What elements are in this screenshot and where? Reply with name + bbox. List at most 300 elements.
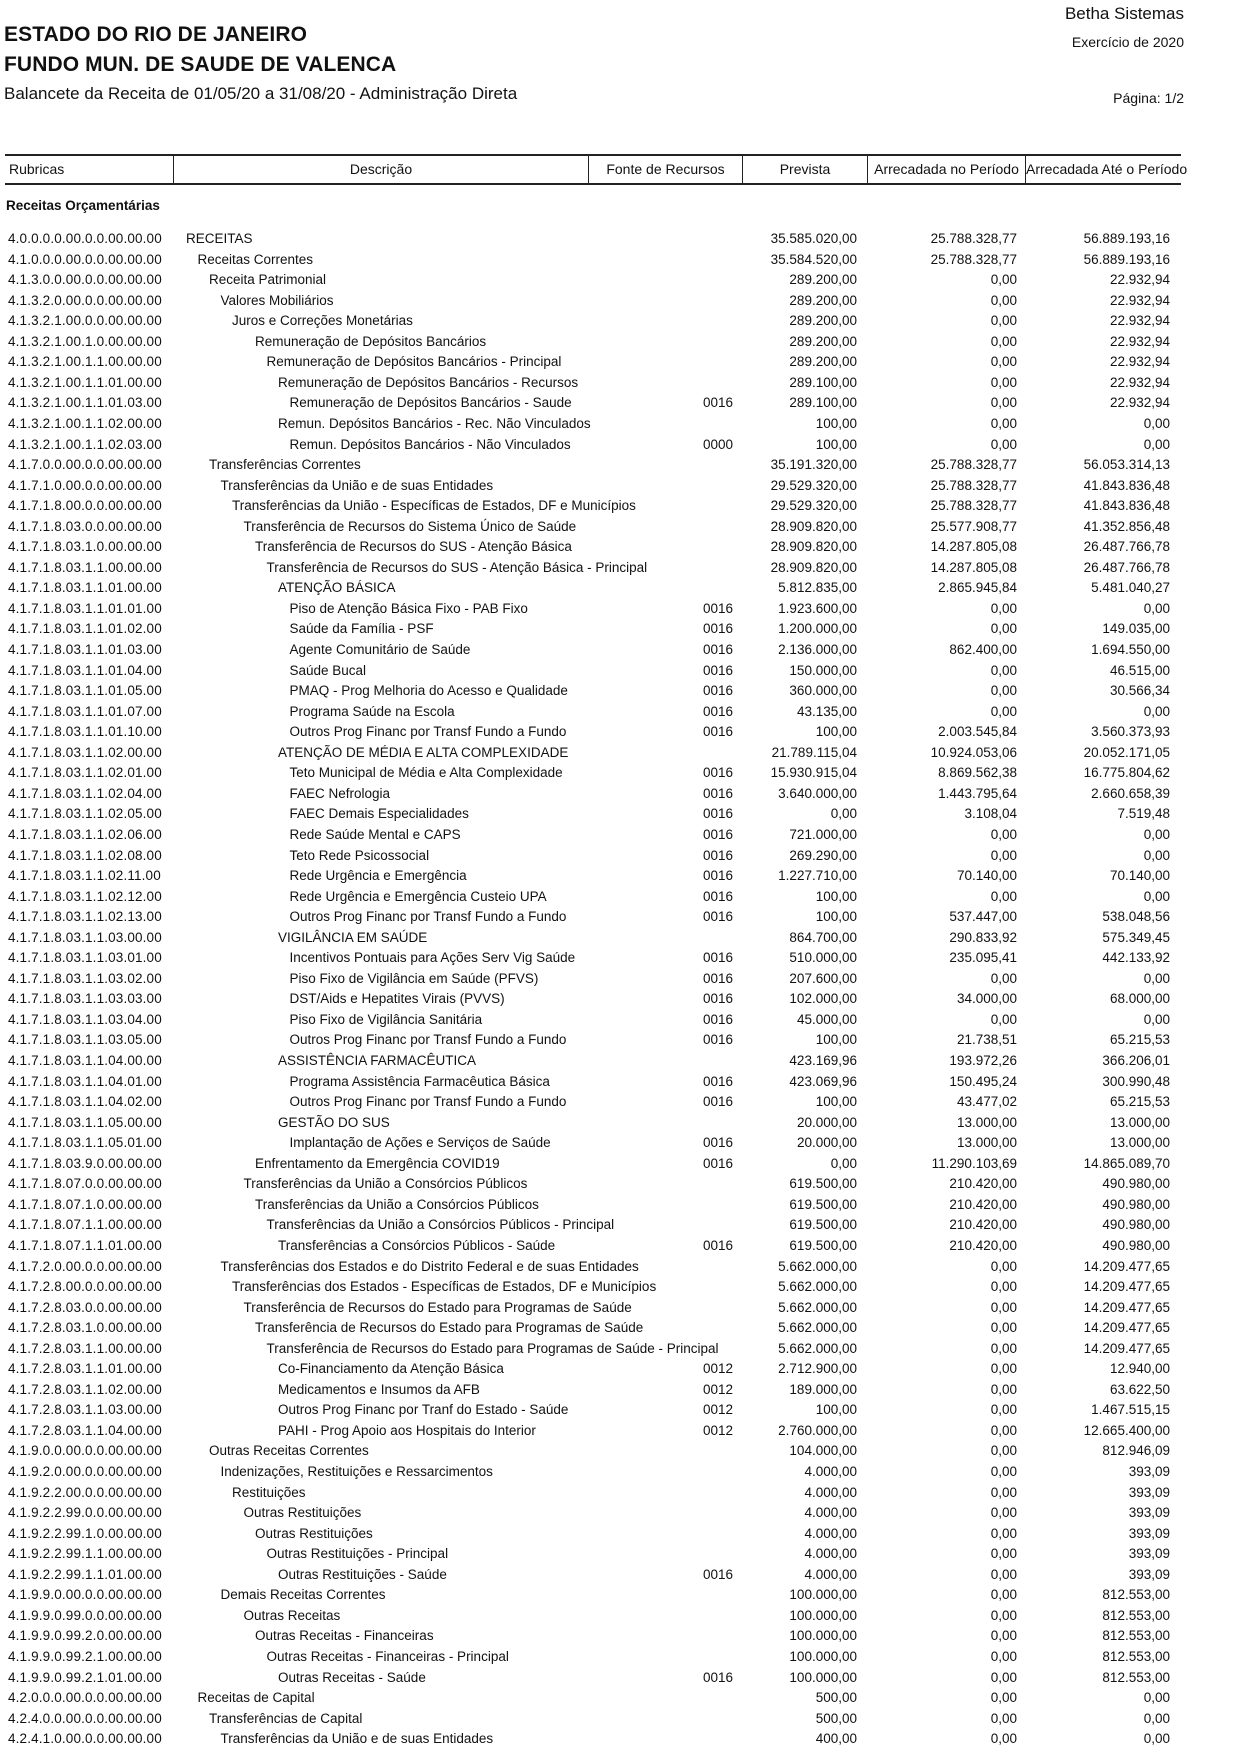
arrecadada-ate-cell: 366.206,01: [1102, 1053, 1170, 1068]
descricao-cell: Transferências dos Estados - Específicas de Estados, DF e Municípios: [232, 1279, 657, 1295]
arrecadada-ate-cell: 2.660.658,39: [1091, 785, 1170, 801]
descricao-cell: Outras Restituições - Saúde: [278, 1566, 447, 1582]
arrecadada-ate-cell: 0,00: [1143, 847, 1170, 863]
arrecadada-ate-cell: 46.515,00: [1109, 662, 1170, 678]
prevista-cell: 150.000,00: [789, 662, 857, 678]
table-row: [0, 291, 1240, 311]
arrecadada-periodo-cell: 0,00: [990, 1731, 1017, 1747]
prevista-cell: 721.000,00: [789, 826, 857, 842]
arrecadada-periodo-cell: 0,00: [990, 826, 1017, 842]
arrecadada-ate-cell: 0,00: [1143, 1710, 1170, 1726]
table-row: [0, 907, 1240, 927]
descricao-cell: Transferências a Consórcios Públicos - Saúde: [278, 1237, 556, 1253]
rubrica-cell: 4.1.3.2.1.00.1.1.01.00.00: [8, 374, 162, 390]
table-row: [0, 1729, 1240, 1749]
prevista-cell: 104.000,00: [789, 1443, 857, 1459]
arrecadada-ate-cell: 30.566,34: [1109, 683, 1170, 699]
prevista-cell: 100,00: [815, 415, 857, 431]
prevista-cell: 2.136.000,00: [778, 642, 857, 657]
prevista-cell: 15.930.915,04: [770, 765, 857, 781]
arrecadada-periodo-cell: 0,00: [990, 600, 1017, 616]
table-row: [0, 1133, 1240, 1153]
arrecadada-periodo-cell: 0,00: [990, 1587, 1017, 1603]
table-row: [0, 599, 1240, 619]
descricao-cell: Saúde Bucal: [289, 662, 367, 678]
rubrica-cell: 4.1.9.2.2.00.0.0.00.00.00: [8, 1484, 162, 1500]
rubrica-cell: 4.1.7.2.8.03.1.1.00.00.00: [8, 1340, 162, 1356]
descricao-cell: Incentivos Pontuais para Ações Serv Vig Saúde: [289, 950, 576, 966]
prevista-cell: 5.662.000,00: [778, 1340, 857, 1356]
fonte-cell: 0016: [702, 1566, 733, 1582]
rubrica-cell: 4.1.7.1.8.03.1.1.05.00.00: [8, 1114, 162, 1130]
descricao-cell: Outras Receitas - Financeiras: [255, 1628, 434, 1644]
descricao-cell: Medicamentos e Insumos da AFB: [278, 1381, 480, 1397]
table-row: [0, 1524, 1240, 1544]
fonte-cell: 0016: [702, 1135, 733, 1151]
fonte-cell: 0012: [702, 1361, 733, 1377]
arrecadada-ate-cell: 0,00: [1143, 826, 1170, 842]
arrecadada-periodo-cell: 862.400,00: [949, 642, 1017, 657]
arrecadada-ate-cell: 0,00: [1143, 436, 1170, 452]
arrecadada-periodo-cell: 21.738,51: [956, 1032, 1017, 1048]
arrecadada-ate-cell: 490.980,00: [1102, 1196, 1170, 1212]
rubrica-cell: 4.1.7.1.8.03.1.1.01.01.00: [8, 600, 162, 616]
fiscal-year: Exercício de 2020: [1071, 34, 1184, 50]
table-row: [0, 1400, 1240, 1420]
prevista-cell: 100.000,00: [789, 1669, 857, 1685]
rubrica-cell: 4.1.7.1.8.03.1.1.02.05.00: [8, 806, 162, 822]
prevista-cell: 5.662.000,00: [778, 1320, 857, 1336]
rubrica-cell: 4.1.7.1.8.03.1.1.04.01.00: [8, 1073, 162, 1089]
prevista-cell: 619.500,00: [789, 1176, 857, 1192]
arrecadada-periodo-cell: 14.287.805,08: [930, 539, 1017, 555]
descricao-cell: DST/Aids e Hepatites Virais (PVVS): [289, 991, 505, 1007]
table-row: [0, 578, 1240, 598]
arrecadada-periodo-cell: 25.788.328,77: [930, 477, 1017, 493]
prevista-cell: 29.529.320,00: [770, 498, 857, 514]
arrecadada-ate-cell: 20.052.171,05: [1083, 744, 1170, 760]
fonte-cell: 0016: [702, 806, 733, 822]
fonte-cell: 0016: [702, 765, 733, 781]
arrecadada-periodo-cell: 0,00: [990, 374, 1017, 390]
descricao-cell: Transferência de Recursos do Estado para Programas de Saúde - Principal: [266, 1340, 719, 1356]
prevista-cell: 360.000,00: [789, 683, 857, 699]
fonte-cell: 0016: [702, 1073, 733, 1089]
table-row: [0, 1647, 1240, 1667]
fonte-cell: 0012: [702, 1422, 733, 1438]
rubrica-cell: 4.1.9.9.0.99.0.0.00.00.00: [8, 1607, 162, 1623]
fonte-cell: 0016: [702, 703, 733, 719]
table-row: [0, 1668, 1240, 1688]
descricao-cell: Transferências da União a Consórcios Públicos - Principal: [266, 1217, 615, 1233]
arrecadada-ate-cell: 393,09: [1128, 1566, 1170, 1582]
arrecadada-periodo-cell: 210.420,00: [949, 1196, 1017, 1212]
prevista-cell: 4.000,00: [804, 1464, 857, 1479]
prevista-cell: 100,00: [815, 1032, 857, 1048]
arrecadada-ate-cell: 13.000,00: [1109, 1135, 1170, 1151]
fonte-cell: 0016: [702, 1011, 733, 1027]
arrecadada-ate-cell: 0,00: [1143, 1011, 1170, 1027]
fonte-cell: 0016: [702, 642, 733, 657]
table-row: [0, 1421, 1240, 1441]
arrecadada-periodo-cell: 0,00: [990, 415, 1017, 431]
rubrica-cell: 4.1.7.2.8.03.1.1.03.00.00: [8, 1402, 162, 1418]
arrecadada-ate-cell: 812.553,00: [1102, 1669, 1170, 1685]
prevista-cell: 189.000,00: [789, 1381, 857, 1397]
arrecadada-periodo-cell: 0,00: [990, 1299, 1017, 1315]
prevista-cell: 5.662.000,00: [778, 1279, 857, 1295]
table-row: [0, 1072, 1240, 1092]
descricao-cell: Transferências de Capital: [209, 1710, 363, 1726]
descricao-cell: Transferências da União a Consórcios Públicos: [243, 1176, 528, 1192]
descricao-cell: Remuneração de Depósitos Bancários - Saude: [289, 395, 572, 411]
descricao-cell: Demais Receitas Correntes: [220, 1587, 386, 1603]
arrecadada-ate-cell: 68.000,00: [1109, 991, 1170, 1007]
arrecadada-periodo-cell: 0,00: [990, 272, 1017, 288]
prevista-cell: 100,00: [815, 724, 857, 740]
prevista-cell: 20.000,00: [796, 1135, 857, 1151]
report-subtitle: Balancete da Receita de 01/05/20 a 31/08/20 - Administração Direta: [4, 84, 518, 103]
arrecadada-periodo-cell: 8.869.562,38: [938, 765, 1017, 781]
descricao-cell: Outros Prog Financ por Transf Fundo a Fundo: [289, 909, 567, 925]
descricao-cell: Receitas Correntes: [197, 251, 314, 267]
table-row: [0, 1215, 1240, 1235]
prevista-cell: 29.529.320,00: [770, 477, 857, 493]
rubrica-cell: 4.1.7.1.8.03.1.1.00.00.00: [8, 559, 162, 575]
descricao-cell: Outros Prog Financ por Transf Fundo a Fundo: [289, 1094, 567, 1110]
arrecadada-ate-cell: 14.209.477,65: [1083, 1279, 1170, 1295]
prevista-cell: 2.712.900,00: [778, 1361, 857, 1377]
rubrica-cell: 4.1.9.0.0.00.0.0.00.00.00: [8, 1443, 162, 1459]
arrecadada-ate-cell: 22.932,94: [1109, 313, 1170, 329]
fonte-cell: 0016: [702, 600, 733, 616]
prevista-cell: 20.000,00: [796, 1114, 857, 1130]
prevista-cell: 500,00: [815, 1710, 857, 1726]
prevista-cell: 1.200.000,00: [778, 621, 857, 637]
prevista-cell: 500,00: [815, 1690, 857, 1706]
table-row: [0, 1626, 1240, 1646]
prevista-cell: 21.789.115,04: [771, 744, 857, 760]
prevista-cell: 289.200,00: [789, 333, 857, 349]
prevista-cell: 35.191.320,00: [770, 457, 857, 473]
fonte-cell: 0016: [702, 683, 733, 699]
descricao-cell: Transferência de Recursos do SUS - Atenção Básica - Principal: [266, 559, 648, 575]
table-row: [0, 1339, 1240, 1359]
arrecadada-ate-cell: 22.932,94: [1109, 354, 1170, 370]
descricao-cell: Remuneração de Depósitos Bancários: [255, 333, 487, 349]
prevista-cell: 289.200,00: [789, 292, 857, 308]
descricao-cell: Outras Receitas - Financeiras - Principal: [266, 1648, 509, 1664]
arrecadada-periodo-cell: 0,00: [990, 1566, 1017, 1582]
descricao-cell: Piso Fixo de Vigilância em Saúde (PFVS): [289, 970, 539, 986]
descricao-cell: Saúde da Família - PSF: [289, 621, 434, 637]
prevista-cell: 289.200,00: [789, 272, 857, 288]
table-row: [0, 640, 1240, 660]
fonte-cell: 0016: [702, 826, 733, 842]
rubrica-cell: 4.1.7.1.8.07.1.1.00.00.00: [8, 1217, 162, 1233]
arrecadada-ate-cell: 0,00: [1143, 600, 1170, 616]
arrecadada-ate-cell: 14.209.477,65: [1083, 1340, 1170, 1356]
descricao-cell: Receitas de Capital: [197, 1690, 315, 1706]
arrecadada-periodo-cell: 0,00: [990, 1258, 1017, 1274]
arrecadada-ate-cell: 393,09: [1128, 1505, 1170, 1521]
descricao-cell: Outras Receitas Correntes: [209, 1443, 369, 1459]
arrecadada-ate-cell: 490.980,00: [1102, 1217, 1170, 1233]
arrecadada-ate-cell: 812.553,00: [1102, 1628, 1170, 1644]
prevista-cell: 100,00: [815, 436, 857, 452]
arrecadada-periodo-cell: 0,00: [990, 1279, 1017, 1295]
descricao-cell: Implantação de Ações e Serviços de Saúde: [289, 1135, 551, 1151]
table-row: [0, 1030, 1240, 1050]
table-row: [0, 804, 1240, 824]
arrecadada-periodo-cell: 210.420,00: [949, 1237, 1017, 1253]
column-header-rubricas: Rubricas: [9, 161, 65, 177]
descricao-cell: Outras Receitas - Saúde: [278, 1669, 426, 1685]
rubrica-cell: 4.1.7.1.8.03.1.1.04.00.00: [8, 1053, 162, 1068]
arrecadada-ate-cell: 13.000,00: [1109, 1114, 1170, 1130]
table-row: [0, 928, 1240, 948]
prevista-cell: 28.909.820,00: [770, 559, 857, 575]
arrecadada-periodo-cell: 34.000,00: [956, 991, 1017, 1007]
arrecadada-periodo-cell: 0,00: [990, 1361, 1017, 1377]
arrecadada-ate-cell: 812.553,00: [1102, 1587, 1170, 1603]
descricao-cell: Remuneração de Depósitos Bancários - Recursos: [278, 374, 579, 390]
table-row: [0, 722, 1240, 742]
table-row: [0, 825, 1240, 845]
table-row: [0, 969, 1240, 989]
arrecadada-ate-cell: 65.215,53: [1109, 1094, 1170, 1110]
prevista-cell: 45.000,00: [796, 1011, 857, 1027]
arrecadada-periodo-cell: 1.443.795,64: [938, 785, 1017, 801]
column-header-fonte: Fonte de Recursos: [588, 156, 742, 183]
prevista-cell: 423.169,96: [789, 1053, 857, 1068]
table-row: [0, 229, 1240, 249]
prevista-cell: 3.640.000,00: [778, 785, 857, 801]
arrecadada-periodo-cell: 0,00: [990, 1669, 1017, 1685]
table-row: [0, 496, 1240, 516]
descricao-cell: ASSISTÊNCIA FARMACÊUTICA: [278, 1053, 477, 1068]
rubrica-cell: 4.1.7.2.8.03.1.1.02.00.00: [8, 1381, 162, 1397]
table-row: [0, 1010, 1240, 1030]
fonte-cell: 0016: [702, 1094, 733, 1110]
entity-title: FUNDO MUN. DE SAUDE DE VALENCA: [4, 53, 397, 76]
column-header-arrecadada-periodo: Arrecadada no Período: [867, 156, 1025, 183]
descricao-cell: Teto Rede Psicossocial: [289, 847, 430, 863]
table-row: [0, 517, 1240, 537]
prevista-cell: 4.000,00: [804, 1546, 857, 1562]
arrecadada-ate-cell: 26.487.766,78: [1083, 559, 1170, 575]
arrecadada-ate-cell: 0,00: [1143, 1731, 1170, 1747]
arrecadada-periodo-cell: 0,00: [990, 1546, 1017, 1562]
fonte-cell: 0016: [702, 662, 733, 678]
fonte-cell: 0016: [702, 1237, 733, 1253]
prevista-cell: 28.909.820,00: [770, 539, 857, 555]
rubrica-cell: 4.1.7.1.8.03.1.1.01.03.00: [8, 642, 162, 657]
rubrica-cell: 4.1.7.1.8.03.1.1.03.02.00: [8, 970, 162, 986]
arrecadada-ate-cell: 14.209.477,65: [1083, 1299, 1170, 1315]
arrecadada-ate-cell: 7.519,48: [1117, 806, 1170, 822]
prevista-cell: 100.000,00: [789, 1587, 857, 1603]
rubrica-cell: 4.1.7.1.8.07.1.1.01.00.00: [8, 1237, 162, 1253]
arrecadada-periodo-cell: 25.788.328,77: [930, 251, 1017, 267]
arrecadada-ate-cell: 0,00: [1143, 415, 1170, 431]
table-row: [0, 352, 1240, 372]
table-row: [0, 270, 1240, 290]
arrecadada-periodo-cell: 25.788.328,77: [930, 498, 1017, 514]
prevista-cell: 289.200,00: [789, 354, 857, 370]
rubrica-cell: 4.1.7.1.8.03.1.1.01.10.00: [8, 724, 162, 740]
prevista-cell: 400,00: [815, 1731, 857, 1747]
arrecadada-ate-cell: 1.694.550,00: [1091, 642, 1170, 657]
prevista-cell: 619.500,00: [789, 1237, 857, 1253]
arrecadada-periodo-cell: 0,00: [990, 1607, 1017, 1623]
arrecadada-periodo-cell: 70.140,00: [956, 868, 1017, 884]
arrecadada-periodo-cell: 0,00: [990, 888, 1017, 904]
arrecadada-periodo-cell: 0,00: [990, 395, 1017, 411]
rubrica-cell: 4.1.9.2.2.99.1.1.00.00.00: [8, 1546, 162, 1562]
rubrica-cell: 4.1.9.9.0.99.2.1.00.00.00: [8, 1648, 162, 1664]
arrecadada-periodo-cell: 0,00: [990, 703, 1017, 719]
arrecadada-ate-cell: 22.932,94: [1109, 374, 1170, 390]
rubrica-cell: 4.1.7.1.8.03.1.1.03.05.00: [8, 1032, 162, 1048]
rubrica-cell: 4.1.7.1.8.03.1.1.02.06.00: [8, 826, 162, 842]
prevista-cell: 4.000,00: [804, 1505, 857, 1521]
table-row: [0, 989, 1240, 1009]
arrecadada-ate-cell: 575.349,45: [1102, 929, 1170, 945]
arrecadada-periodo-cell: 0,00: [990, 1340, 1017, 1356]
arrecadada-ate-cell: 56.889.193,16: [1083, 251, 1170, 267]
descricao-cell: RECEITAS: [186, 231, 253, 246]
rubrica-cell: 4.1.7.1.8.03.1.1.01.05.00: [8, 683, 162, 699]
prevista-cell: 100,00: [815, 1094, 857, 1110]
descricao-cell: Outros Prog Financ por Transf Fundo a Fundo: [289, 724, 567, 740]
arrecadada-periodo-cell: 0,00: [990, 1422, 1017, 1438]
prevista-cell: 102.000,00: [789, 991, 857, 1007]
rubrica-cell: 4.1.3.2.1.00.0.0.00.00.00: [8, 313, 162, 329]
prevista-cell: 289.100,00: [789, 395, 857, 411]
arrecadada-periodo-cell: 0,00: [990, 1505, 1017, 1521]
arrecadada-ate-cell: 1.467.515,15: [1091, 1402, 1170, 1418]
arrecadada-ate-cell: 22.932,94: [1109, 395, 1170, 411]
state-title: ESTADO DO RIO DE JANEIRO: [4, 23, 308, 46]
arrecadada-periodo-cell: 0,00: [990, 1525, 1017, 1541]
descricao-cell: Transferências Correntes: [209, 457, 361, 473]
arrecadada-periodo-cell: 0,00: [990, 1628, 1017, 1644]
fonte-cell: 0016: [702, 888, 733, 904]
fonte-cell: 0016: [702, 868, 733, 884]
fonte-cell: 0016: [702, 724, 733, 740]
arrecadada-periodo-cell: 0,00: [990, 1011, 1017, 1027]
arrecadada-ate-cell: 812.553,00: [1102, 1648, 1170, 1664]
arrecadada-periodo-cell: 25.788.328,77: [930, 457, 1017, 473]
descricao-cell: Transferência de Recursos do Estado para Programas de Saúde: [243, 1299, 632, 1315]
descricao-cell: ATENÇÃO BÁSICA: [278, 580, 396, 596]
rubrica-cell: 4.1.7.1.8.03.1.1.01.04.00: [8, 662, 162, 678]
arrecadada-periodo-cell: 3.108,04: [964, 806, 1017, 822]
table-row: [0, 455, 1240, 475]
table-row: [0, 1257, 1240, 1277]
prevista-cell: 619.500,00: [789, 1196, 857, 1212]
prevista-cell: 5.662.000,00: [778, 1299, 857, 1315]
descricao-cell: Receita Patrimonial: [209, 272, 327, 288]
rubrica-cell: 4.0.0.0.0.00.0.0.00.00.00: [8, 231, 162, 246]
rubrica-cell: 4.1.7.1.0.00.0.0.00.00.00: [8, 477, 162, 493]
table-row: [0, 1462, 1240, 1482]
table-row: [0, 1113, 1240, 1133]
table-row: [0, 743, 1240, 763]
rubrica-cell: 4.1.9.2.2.99.1.0.00.00.00: [8, 1525, 162, 1541]
descricao-cell: Transferências da União e de suas Entidades: [220, 477, 494, 493]
arrecadada-ate-cell: 14.865.089,70: [1083, 1155, 1170, 1171]
rubrica-cell: 4.1.7.2.8.03.0.0.00.00.00: [8, 1299, 162, 1315]
descricao-cell: Transferências da União e de suas Entidades: [220, 1731, 494, 1747]
table-row: [0, 332, 1240, 352]
arrecadada-ate-cell: 56.889.193,16: [1083, 231, 1170, 246]
prevista-cell: 0,00: [830, 806, 857, 822]
arrecadada-periodo-cell: 0,00: [990, 1381, 1017, 1397]
table-row: [0, 373, 1240, 393]
table-row: [0, 1688, 1240, 1708]
arrecadada-ate-cell: 0,00: [1143, 888, 1170, 904]
arrecadada-ate-cell: 70.140,00: [1109, 868, 1170, 884]
prevista-cell: 4.000,00: [804, 1566, 857, 1582]
arrecadada-periodo-cell: 0,00: [990, 1320, 1017, 1336]
arrecadada-ate-cell: 41.843.836,48: [1083, 498, 1170, 514]
descricao-cell: Outros Prog Financ por Transf Fundo a Fundo: [289, 1032, 567, 1048]
rubrica-cell: 4.1.7.1.8.03.1.1.03.00.00: [8, 929, 162, 945]
rubrica-cell: 4.1.7.1.8.03.0.0.00.00.00: [8, 518, 162, 534]
descricao-cell: Piso Fixo de Vigilância Sanitária: [289, 1011, 483, 1027]
descricao-cell: Piso de Atenção Básica Fixo - PAB Fixo: [289, 600, 528, 616]
table-row: [0, 1441, 1240, 1461]
arrecadada-ate-cell: 0,00: [1143, 970, 1170, 986]
arrecadada-periodo-cell: 0,00: [990, 292, 1017, 308]
arrecadada-periodo-cell: 13.000,00: [956, 1114, 1017, 1130]
rubrica-cell: 4.1.0.0.0.00.0.0.00.00.00: [8, 251, 162, 267]
company-name: Betha Sistemas: [1064, 4, 1184, 23]
descricao-cell: Outros Prog Financ por Tranf do Estado - Saúde: [278, 1402, 569, 1418]
arrecadada-periodo-cell: 0,00: [990, 436, 1017, 452]
descricao-cell: Teto Municipal de Média e Alta Complexidade: [289, 765, 563, 781]
table-row: [0, 681, 1240, 701]
table-row: [0, 1585, 1240, 1605]
fonte-cell: 0016: [702, 950, 733, 966]
arrecadada-periodo-cell: 0,00: [990, 354, 1017, 370]
arrecadada-periodo-cell: 0,00: [990, 1710, 1017, 1726]
rubrica-cell: 4.1.3.2.1.00.1.0.00.00.00: [8, 333, 162, 349]
descricao-cell: Outras Restituições: [255, 1525, 373, 1541]
fonte-cell: 0016: [702, 785, 733, 801]
arrecadada-ate-cell: 300.990,48: [1102, 1073, 1170, 1089]
arrecadada-periodo-cell: 210.420,00: [949, 1176, 1017, 1192]
descricao-cell: Remuneração de Depósitos Bancários - Principal: [266, 354, 562, 370]
arrecadada-periodo-cell: 150.495,24: [949, 1073, 1017, 1089]
arrecadada-ate-cell: 538.048,56: [1102, 909, 1170, 925]
descricao-cell: Restituições: [232, 1484, 306, 1500]
arrecadada-periodo-cell: 0,00: [990, 847, 1017, 863]
table-row: [0, 1709, 1240, 1729]
table-row: [0, 414, 1240, 434]
arrecadada-periodo-cell: 0,00: [990, 1443, 1017, 1459]
fonte-cell: 0016: [702, 1669, 733, 1685]
descricao-cell: Juros e Correções Monetárias: [232, 313, 413, 329]
rubrica-cell: 4.1.3.2.1.00.1.1.02.00.00: [8, 415, 162, 431]
prevista-cell: 207.600,00: [789, 970, 857, 986]
arrecadada-periodo-cell: 0,00: [990, 1690, 1017, 1706]
page-number: Página: 1/2: [1113, 90, 1184, 106]
table-row: [0, 866, 1240, 886]
arrecadada-periodo-cell: 210.420,00: [949, 1217, 1017, 1233]
